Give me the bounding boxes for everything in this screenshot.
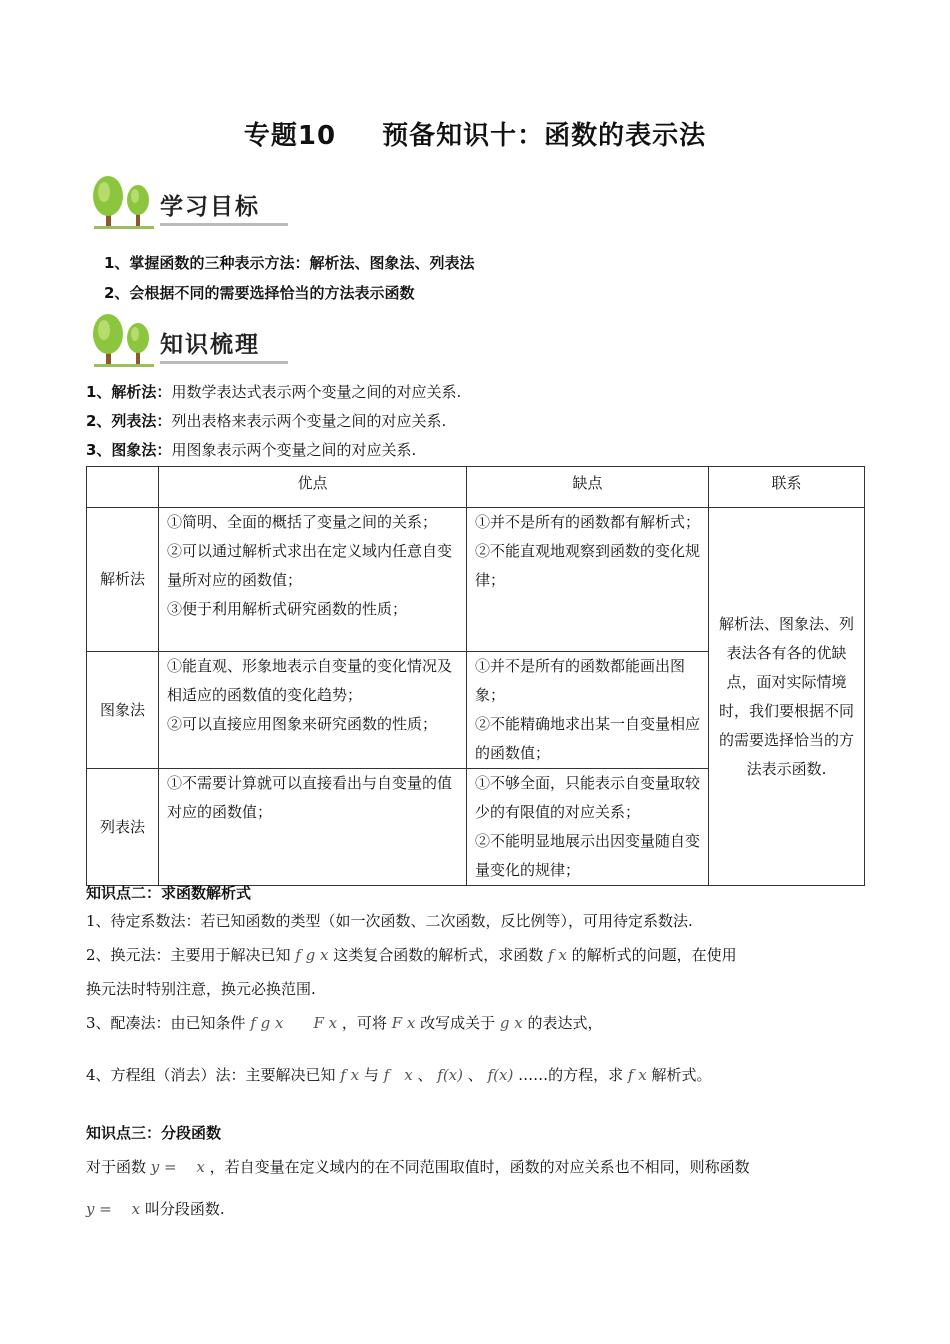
text: 的表达式，	[527, 1014, 603, 1032]
method-label: 1、解析法：	[86, 383, 172, 401]
formula: y = x	[150, 1158, 205, 1176]
formula: f x	[627, 1066, 647, 1084]
cell-line: ②不能直观地观察到函数的变化规律；	[475, 542, 701, 589]
table-row	[87, 508, 865, 652]
table-header: 优点	[159, 467, 467, 508]
cell-line: ②不能明显地展示出因变量随自变量变化的规律；	[475, 832, 701, 879]
method-analytic	[86, 381, 461, 402]
text: 、	[467, 1066, 483, 1084]
cell-line: ①不需要计算就可以直接看出与自变量的值对应的函数值；	[167, 774, 453, 821]
text: 、	[417, 1066, 433, 1084]
row-cons	[467, 769, 709, 886]
banner-goals	[92, 174, 288, 232]
section3-heading: 知识点三：分段函数	[86, 1124, 222, 1142]
formula: y = x	[86, 1200, 141, 1218]
section2-body	[86, 904, 866, 1092]
formula: f(x)	[487, 1066, 514, 1084]
banner-goals-label: 学习目标	[160, 194, 260, 220]
formula: f g x F x	[250, 1014, 338, 1032]
para-1: 1、待定系数法：若已知函数的类型（如一次函数、二次函数，反比例等），可用待定系数法.	[86, 912, 693, 930]
para-1	[86, 1150, 866, 1184]
page-title	[0, 115, 950, 152]
text: 叫分段函数.	[144, 1200, 225, 1218]
row-cons	[467, 508, 709, 652]
cell-line: ①简明、全面的概括了变量之间的关系；	[167, 513, 438, 531]
method-list	[86, 410, 446, 431]
para-2-cont: 换元法时特别注意，换元必换范围.	[86, 980, 316, 998]
cell-line: ②可以直接应用图象来研究函数的性质；	[167, 715, 438, 733]
title-number: 专题10	[243, 121, 337, 151]
comparison-table	[86, 466, 865, 886]
text: 这类复合函数的解析式，求函数	[333, 946, 544, 964]
formula: f(x)	[437, 1066, 463, 1084]
para-3	[86, 1006, 866, 1040]
cell-line: ①能直观、形象地表示自变量的变化情况及相适应的函数值的变化趋势；	[167, 657, 453, 704]
cell-line: ②不能精确地求出某一自变量相应的函数值；	[475, 715, 701, 762]
formula: f g x	[295, 946, 329, 964]
banner-underline	[160, 361, 288, 364]
banner-underline	[160, 223, 288, 226]
tree-icon	[92, 174, 158, 230]
title-topic: 预备知识十：函数的表示法	[382, 121, 707, 151]
text: 的解析式的问题，在使用	[571, 946, 737, 964]
section3-body	[86, 1150, 866, 1226]
banner-knowledge	[92, 312, 288, 370]
table-header: 联系	[709, 467, 865, 508]
text: ，若自变量在定义域内的在不同范围取值时，函数的对应关系也不相同，则称函数	[209, 1158, 750, 1176]
method-text: 列出表格来表示两个变量之间的对应关系.	[171, 412, 447, 430]
row-pros	[159, 652, 467, 769]
tree-icon	[92, 312, 158, 368]
row-name: 列表法	[87, 769, 159, 886]
table-header: 缺点	[467, 467, 709, 508]
text: 2、换元法：主要用于解决已知	[86, 946, 291, 964]
text: ，可将	[341, 1014, 387, 1032]
goal-1: 1、掌握函数的三种表示方法：解析法、图象法、列表法	[104, 254, 475, 272]
method-label: 3、图象法：	[86, 441, 172, 459]
para-4	[86, 1058, 866, 1092]
text: 对于函数	[86, 1158, 147, 1176]
row-pros	[159, 508, 467, 652]
para-2	[86, 938, 866, 972]
method-text: 用图象表示两个变量之间的对应关系.	[171, 441, 417, 459]
cell-line: ①并不是所有的函数都有解析式；	[475, 513, 701, 531]
row-pros	[159, 769, 467, 886]
cell-line: ②可以通过解析式求出在定义域内任意自变量所对应的函数值；	[167, 542, 453, 589]
banner-knowledge-label: 知识梳理	[160, 332, 260, 358]
text: ……的方程，求	[518, 1066, 624, 1084]
formula: f x	[340, 1066, 360, 1084]
cell-line: ①并不是所有的函数都能画出图象；	[475, 657, 686, 704]
goal-2: 2、会根据不同的需要选择恰当的方法表示函数	[104, 284, 415, 302]
text: 解析式。	[651, 1066, 712, 1084]
cell-line: ①不够全面，只能表示自变量取较少的有限值的对应关系；	[475, 774, 701, 821]
formula: f x	[548, 946, 567, 964]
text: 改写成关于	[420, 1014, 496, 1032]
method-text: 用数学表达式表示两个变量之间的对应关系.	[171, 383, 462, 401]
text: 4、方程组（消去）法：主要解决已知	[86, 1066, 336, 1084]
text: 3、配凑法：由已知条件	[86, 1014, 246, 1032]
formula: F x	[391, 1014, 416, 1032]
table-link-cell: 解析法、图象法、列表法各有各的优缺点，面对实际情境时，我们要根据不同的需要选择恰当的方法表示函数.	[709, 508, 865, 886]
table-header	[87, 467, 159, 508]
row-name: 解析法	[87, 508, 159, 652]
cell-line: ③便于利用解析式研究函数的性质；	[167, 600, 408, 618]
method-graph	[86, 439, 416, 460]
row-cons	[467, 652, 709, 769]
formula: g x	[499, 1014, 523, 1032]
para-2	[86, 1192, 866, 1226]
formula: f x	[383, 1066, 413, 1084]
row-name: 图象法	[87, 652, 159, 769]
method-label: 2、列表法：	[86, 412, 172, 430]
table-header-row	[87, 467, 865, 508]
text: 与	[363, 1066, 379, 1084]
section2-heading: 知识点二：求函数解析式	[86, 884, 252, 902]
